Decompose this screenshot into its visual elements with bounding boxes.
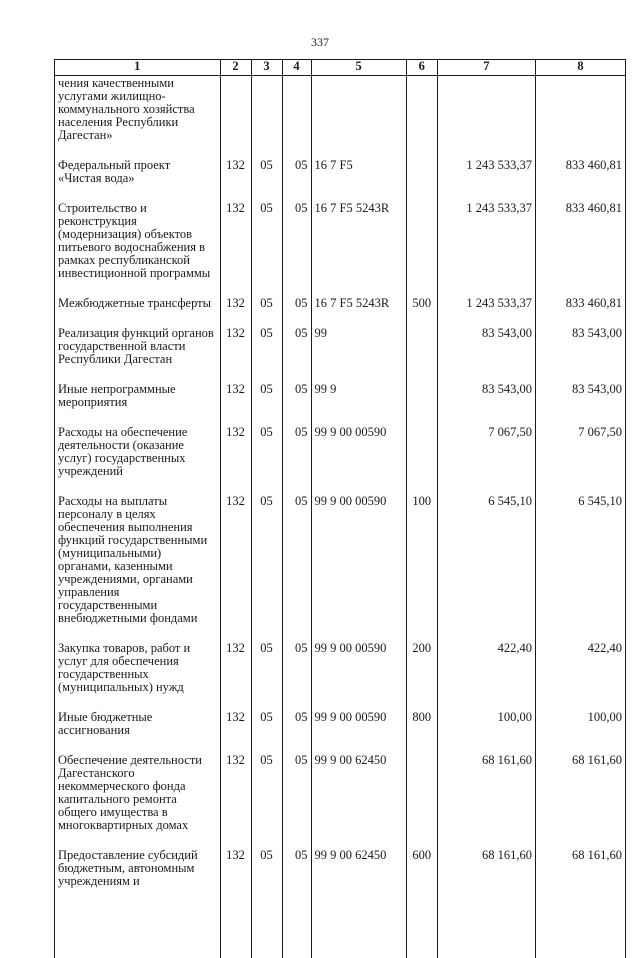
column-header: 4 [282, 60, 311, 76]
col6-value: 500 [406, 297, 437, 327]
col5-code: 99 9 00 00590 [311, 495, 406, 642]
table-row [55, 383, 626, 426]
col3-value [251, 76, 282, 160]
table-row [55, 426, 626, 495]
row-name: Расходы на обеспечение деятельности (оказание услуг) государственных учреждений [55, 426, 221, 495]
column-header: 3 [251, 60, 282, 76]
table-row [55, 642, 626, 711]
row-name: Обеспечение деятельности Дагестанского некоммерческого фонда капитального ремонта общего имущества в многоквартирных домах [55, 754, 221, 849]
col2-value: 132 [220, 383, 251, 426]
col2-value: 132 [220, 426, 251, 495]
col5-code: 99 9 00 62450 [311, 754, 406, 849]
col8-amount: 833 460,81 [535, 297, 625, 327]
col2-value: 132 [220, 642, 251, 711]
col7-amount: 1 243 533,37 [437, 297, 535, 327]
col5-code: 99 9 [311, 383, 406, 426]
col8-amount: 68 161,60 [535, 754, 625, 849]
budget-table [54, 59, 626, 958]
col6-value [406, 327, 437, 383]
col4-value: 05 [282, 297, 311, 327]
col4-value: 05 [282, 711, 311, 754]
row-name: Реализация функций органов государственной власти Республики Дагестан [55, 327, 221, 383]
col8-amount: 833 460,81 [535, 202, 625, 297]
col2-value: 132 [220, 711, 251, 754]
table-row [55, 711, 626, 754]
col5-code: 99 9 00 62450 [311, 849, 406, 958]
col5-code: 16 7 F5 [311, 159, 406, 202]
table-row [55, 159, 626, 202]
col7-amount: 83 543,00 [437, 383, 535, 426]
col3-value: 05 [251, 426, 282, 495]
col5-code [311, 76, 406, 160]
row-name: Расходы на выплаты персоналу в целях обеспечения выполнения функций государственными (муниципальными) органами, казенными учреждениями, органами управления государственными внебюджетными фондами [55, 495, 221, 642]
col8-amount: 68 161,60 [535, 849, 625, 958]
col5-code: 16 7 F5 5243R [311, 202, 406, 297]
col6-value [406, 76, 437, 160]
col2-value: 132 [220, 754, 251, 849]
col6-value [406, 383, 437, 426]
col5-code: 16 7 F5 5243R [311, 297, 406, 327]
row-name: Строительство и реконструкция (модернизация) объектов питьевого водоснабжения в рамках республиканской инвестиционной программы [55, 202, 221, 297]
col2-value: 132 [220, 159, 251, 202]
column-header: 1 [55, 60, 221, 76]
col3-value: 05 [251, 642, 282, 711]
col2-value: 132 [220, 327, 251, 383]
col7-amount: 1 243 533,37 [437, 159, 535, 202]
table-row [55, 849, 626, 958]
col3-value: 05 [251, 297, 282, 327]
col3-value: 05 [251, 327, 282, 383]
col7-amount [437, 76, 535, 160]
col2-value: 132 [220, 495, 251, 642]
col2-value: 132 [220, 297, 251, 327]
col2-value: 132 [220, 202, 251, 297]
col8-amount: 83 543,00 [535, 383, 625, 426]
col3-value: 05 [251, 383, 282, 426]
column-header: 7 [437, 60, 535, 76]
col4-value [282, 76, 311, 160]
col4-value: 05 [282, 754, 311, 849]
col2-value [220, 76, 251, 160]
table-row [55, 327, 626, 383]
col6-value [406, 754, 437, 849]
row-name: Предоставление субсидий бюджетным, автономным учреждениям и [55, 849, 221, 958]
col5-code: 99 9 00 00590 [311, 642, 406, 711]
col8-amount: 6 545,10 [535, 495, 625, 642]
col8-amount: 100,00 [535, 711, 625, 754]
col5-code: 99 [311, 327, 406, 383]
column-header: 5 [311, 60, 406, 76]
col5-code: 99 9 00 00590 [311, 711, 406, 754]
col8-amount: 422,40 [535, 642, 625, 711]
col7-amount: 68 161,60 [437, 754, 535, 849]
col6-value: 600 [406, 849, 437, 958]
row-name: чения качественными услугами жилищно-коммунального хозяйства населения Республики Дагестан» [55, 76, 221, 160]
col4-value: 05 [282, 327, 311, 383]
col5-code: 99 9 00 00590 [311, 426, 406, 495]
col3-value: 05 [251, 849, 282, 958]
table-row [55, 76, 626, 160]
row-name: Межбюджетные трансферты [55, 297, 221, 327]
col7-amount: 7 067,50 [437, 426, 535, 495]
column-header: 8 [535, 60, 625, 76]
column-header: 6 [406, 60, 437, 76]
column-header: 2 [220, 60, 251, 76]
col4-value: 05 [282, 202, 311, 297]
col7-amount: 100,00 [437, 711, 535, 754]
col3-value: 05 [251, 711, 282, 754]
col8-amount: 833 460,81 [535, 159, 625, 202]
row-name: Федеральный проект «Чистая вода» [55, 159, 221, 202]
col4-value: 05 [282, 849, 311, 958]
col3-value: 05 [251, 159, 282, 202]
col4-value: 05 [282, 159, 311, 202]
col7-amount: 6 545,10 [437, 495, 535, 642]
table-row [55, 297, 626, 327]
col8-amount: 83 543,00 [535, 327, 625, 383]
col8-amount [535, 76, 625, 160]
page-number: 337 [311, 35, 329, 49]
col4-value: 05 [282, 426, 311, 495]
col7-amount: 1 243 533,37 [437, 202, 535, 297]
col8-amount: 7 067,50 [535, 426, 625, 495]
row-name: Иные бюджетные ассигнования [55, 711, 221, 754]
col6-value [406, 159, 437, 202]
col6-value: 800 [406, 711, 437, 754]
table-row [55, 754, 626, 849]
table-header-row [55, 60, 626, 76]
col7-amount: 83 543,00 [437, 327, 535, 383]
table-row [55, 202, 626, 297]
row-name: Закупка товаров, работ и услуг для обеспечения государственных (муниципальных) нужд [55, 642, 221, 711]
col6-value: 100 [406, 495, 437, 642]
col3-value: 05 [251, 495, 282, 642]
col4-value: 05 [282, 642, 311, 711]
col7-amount: 68 161,60 [437, 849, 535, 958]
col7-amount: 422,40 [437, 642, 535, 711]
col4-value: 05 [282, 383, 311, 426]
col6-value [406, 426, 437, 495]
row-name: Иные непрограммные мероприятия [55, 383, 221, 426]
col3-value: 05 [251, 754, 282, 849]
table-row [55, 495, 626, 642]
col2-value: 132 [220, 849, 251, 958]
col6-value: 200 [406, 642, 437, 711]
col3-value: 05 [251, 202, 282, 297]
col4-value: 05 [282, 495, 311, 642]
col6-value [406, 202, 437, 297]
